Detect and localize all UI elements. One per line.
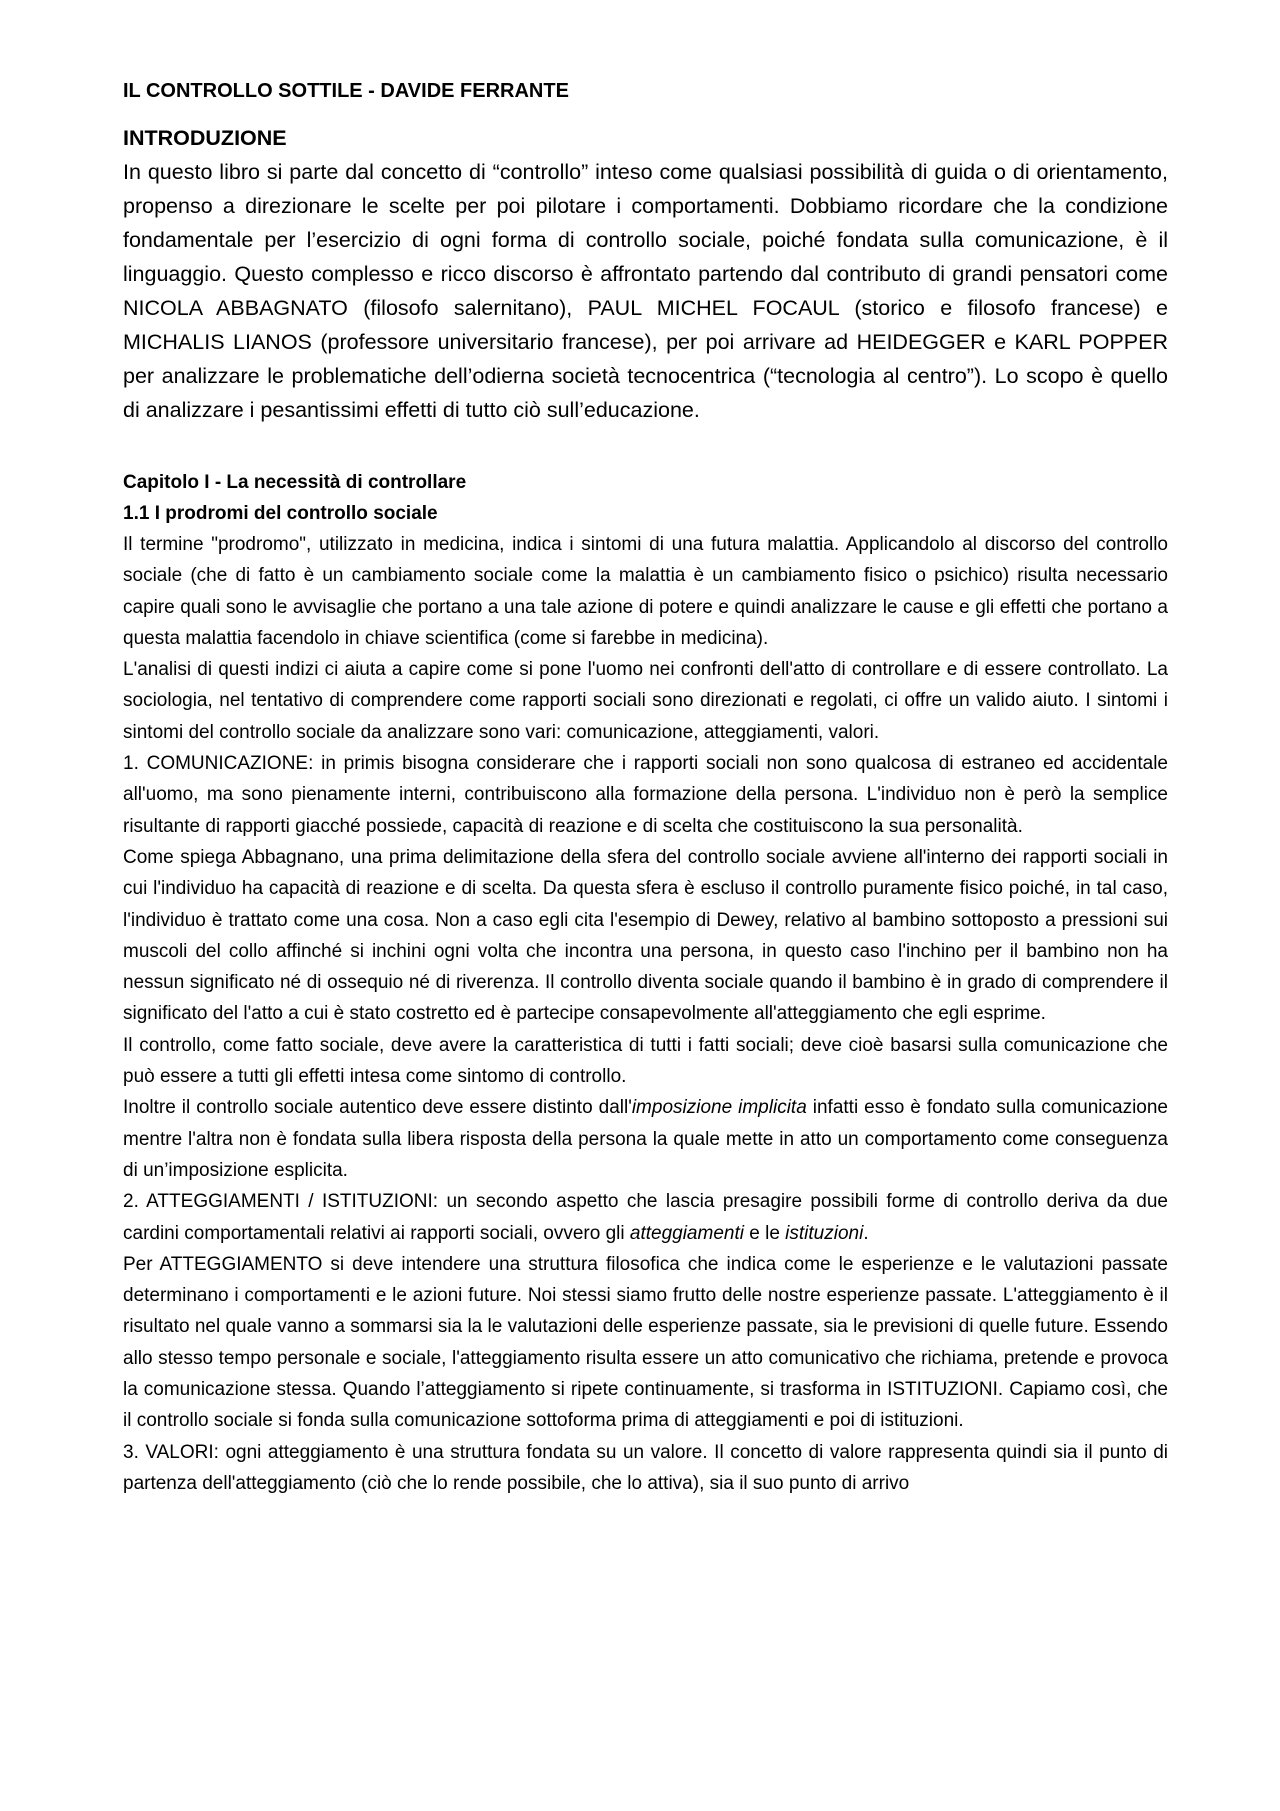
paragraph-atteggiamenti-start: 2. ATTEGGIAMENTI / ISTITUZIONI: un secondo aspetto che lascia presagire possibili forme di controllo deriva da due cardini comportamentali relativi ai rapporti sociali, ovvero gli bbox=[123, 1191, 1168, 1244]
paragraph-atteggiamento-definizione: Per ATTEGGIAMENTO si deve intendere una struttura filosofica che indica come le esperienze e le valutazioni passate determinano i comportamenti e le azioni future. Noi stessi siamo frutto delle nostre esperienze passate. L'atteggiamento è il risultato nel quale vanno a sommarsi sia la le valutazioni delle esperienze passate, sia le previsioni di quelle future. Essendo allo stesso tempo personale e sociale, l'atteggiamento risulta essere un atto comunicativo che richiama, pretende e provoca la comunicazione stessa. Quando l’atteggiamento si ripete continuamente, si trasforma in ISTITUZIONI. Capiamo così, che il controllo sociale si fonda sulla comunicazione sottoforma prima di atteggiamenti e poi di istituzioni. bbox=[123, 1253, 1168, 1432]
paragraph-atteggiamenti-end: . bbox=[863, 1222, 869, 1244]
paragraph-atteggiamenti-mid: e le bbox=[743, 1222, 786, 1244]
emphasis-istituzioni: istituzioni bbox=[785, 1222, 864, 1244]
paragraph-atteggiamenti-istituzioni bbox=[123, 1186, 1168, 1249]
paragraph-imposizione-end: infatti esso è fondato sulla comunicazione mentre l'altra non è fondata sulla libera risposta della persona la quale mette in atto un comportamento come conseguenza di un’imposizione esplicita. bbox=[123, 1097, 1168, 1181]
paragraph-comunicazione: 1. COMUNICAZIONE: in primis bisogna considerare che i rapporti sociali non sono qualcosa di estraneo ed accidentale all'uomo, ma sono pienamente interni, contribuiscono alla formazione della persona. L'individuo non è però la semplice risultante di rapporti giacché possiede, capacità di reazione e di scelta che costituiscono la sua personalità. bbox=[123, 753, 1168, 837]
document-title: IL CONTROLLO SOTTILE - DAVIDE FERRANTE bbox=[123, 80, 569, 102]
paragraph-imposizione bbox=[123, 1092, 1168, 1186]
chapter-heading: Capitolo I - La necessità di controllare bbox=[123, 472, 467, 493]
emphasis-atteggiamenti: atteggiamenti bbox=[629, 1222, 744, 1244]
emphasis-imposizione-implicita: imposizione implicita bbox=[631, 1097, 807, 1119]
document-page bbox=[123, 78, 1168, 1499]
paragraph-imposizione-start: Inoltre il controllo sociale autentico deve essere distinto dall' bbox=[123, 1097, 632, 1119]
paragraph-analisi-indizi: L'analisi di questi indizi ci aiuta a capire come si pone l'uomo nei confronti dell'atto di controllare e di essere controllato. La sociologia, nel tentativo di comprendere come rapporti sociali sono direzionati e regolati, ci offre un valido aiuto. I sintomi i sintomi del controllo sociale da analizzare sono vari: comunicazione, atteggiamenti, valori. bbox=[123, 659, 1168, 743]
introduction-paragraph: In questo libro si parte dal concetto di “controllo” inteso come qualsiasi possibilità di guida o di orientamento, propenso a direzionare le scelte per poi pilotare i comportamenti. Dobbiamo ricordare che la condizione fondamentale per l’esercizio di ogni forma di controllo sociale, poiché fondata sulla comunicazione, è il linguaggio. Questo complesso e ricco discorso è affrontato partendo dal contributo di grandi pensatori come NICOLA ABBAGNATO (filosofo salernitano), PAUL MICHEL FOCAUL (storico e filosofo francese) e MICHALIS LIANOS (professore universitario francese), per poi arrivare ad HEIDEGGER e KARL POPPER per analizzare le problematiche dell’odierna società tecnocentrica (“tecnologia al centro”). Lo scopo è quello di analizzare i pesantissimi effetti di tutto ciò sull’educazione. bbox=[123, 160, 1168, 422]
paragraph-abbagnano: Come spiega Abbagnano, una prima delimitazione della sfera del controllo sociale avviene all'interno dei rapporti sociali in cui l'individuo ha capacità di reazione e di scelta. Da questa sfera è escluso il controllo puramente fisico poiché, in tal caso, l'individuo è trattato come una cosa. Non a caso egli cita l'esempio di Dewey, relativo al bambino sottoposto a pressioni sui muscoli del collo affinché si inchini ogni volta che incontra una persona, in questo caso l'inchino per il bambino non ha nessun significato né di ossequio né di riverenza. Il controllo diventa sociale quando il bambino è in grado di comprendere il significato del l'atto a cui è stato costretto ed è partecipe consapevolmente all'atteggiamento che egli esprime. bbox=[123, 846, 1168, 1025]
paragraph-prodromo: Il termine "prodromo", utilizzato in medicina, indica i sintomi di una futura malattia. Applicandolo al discorso del controllo sociale (che di fatto è un cambiamento sociale come la malattia è un cambiamento fisico o psichico) risulta necessario capire quali sono le avvisaglie che portano a una tale azione di potere e quindi analizzare le cause e gli effetti che portano a questa malattia facendolo in chiave scientifica (come si farebbe in medicina). bbox=[123, 534, 1168, 649]
section-heading: 1.1 I prodromi del controllo sociale bbox=[123, 503, 438, 524]
introduction-heading: INTRODUZIONE bbox=[123, 126, 287, 150]
paragraph-fatto-sociale: Il controllo, come fatto sociale, deve avere la caratteristica di tutti i fatti sociali; deve cioè basarsi sulla comunicazione che può essere a tutti gli effetti intesa come sintomo di controllo. bbox=[123, 1034, 1168, 1088]
paragraph-valori: 3. VALORI: ogni atteggiamento è una struttura fondata su un valore. Il concetto di valore rappresenta quindi sia il punto di partenza dell'atteggiamento (ciò che lo rende possibile, che lo attiva), sia il suo punto di arrivo bbox=[123, 1441, 1168, 1494]
